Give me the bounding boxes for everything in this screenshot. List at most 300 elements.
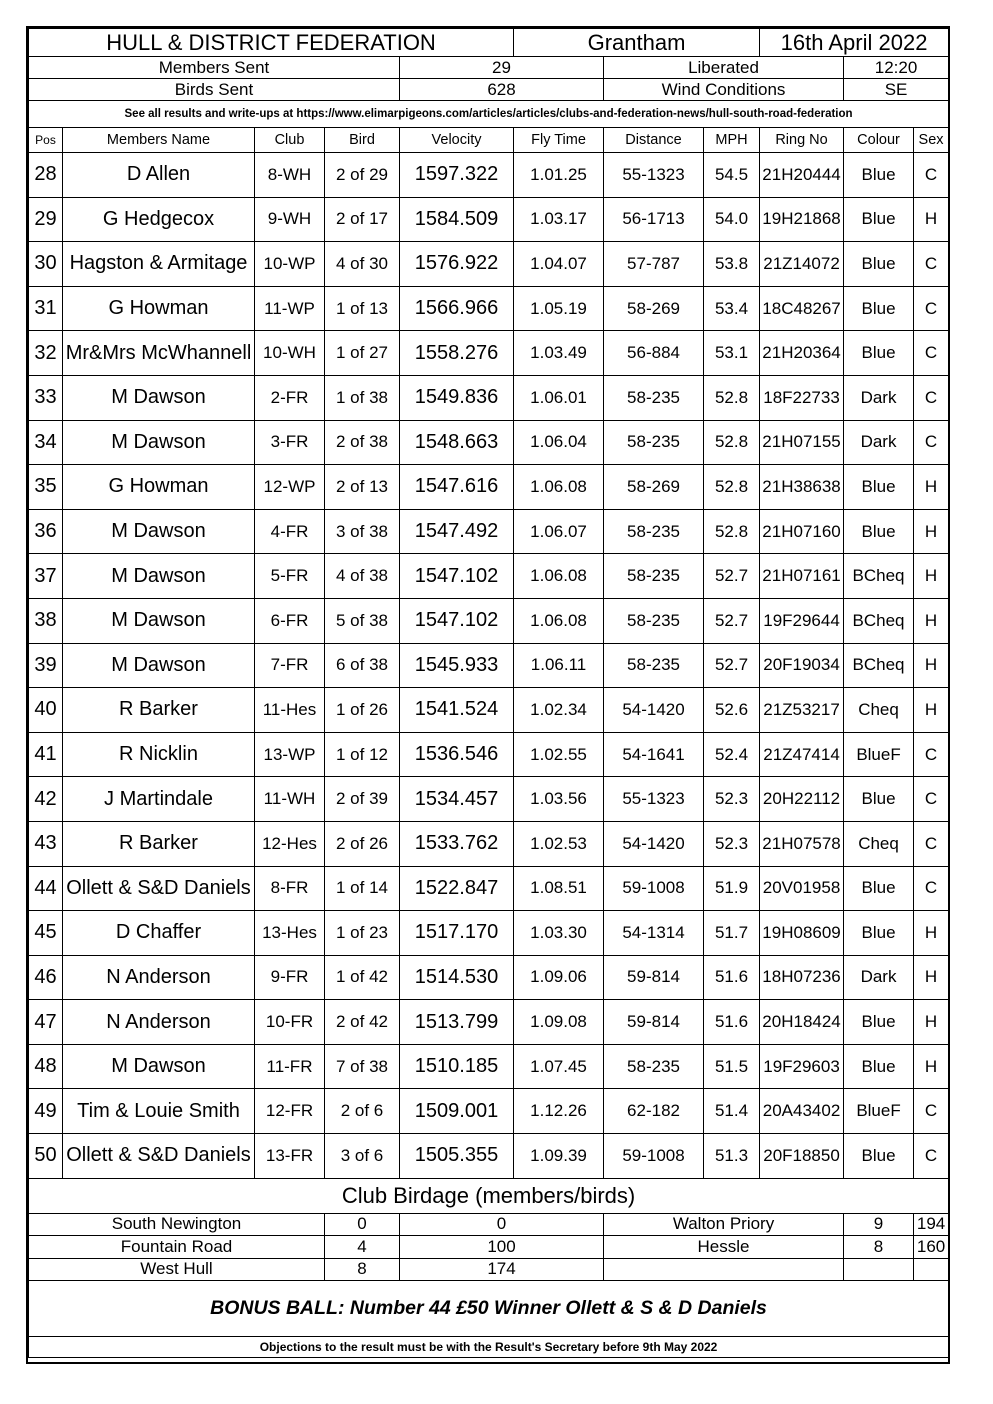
result-mph: 52.7 <box>704 554 760 599</box>
result-ring: 18F22733 <box>760 375 844 420</box>
result-ring: 21Z47414 <box>760 732 844 777</box>
result-pos: 34 <box>29 420 63 465</box>
result-name: M Dawson <box>63 643 255 688</box>
result-name: D Allen <box>63 153 255 198</box>
table-row <box>29 866 949 911</box>
result-colour: Blue <box>844 153 914 198</box>
result-club: 6-FR <box>255 598 325 643</box>
result-name: M Dawson <box>63 554 255 599</box>
result-pos: 43 <box>29 821 63 866</box>
birdage-birds: 194 <box>914 1213 949 1236</box>
result-club: 11-FR <box>255 1044 325 1089</box>
result-ring: 21Z53217 <box>760 688 844 733</box>
birdage-members: 4 <box>325 1236 400 1259</box>
footer-row <box>29 1337 949 1358</box>
result-bird: 1 of 42 <box>325 955 400 1000</box>
result-fly-time: 1.09.08 <box>514 1000 604 1045</box>
result-mph: 51.6 <box>704 1000 760 1045</box>
result-pos: 31 <box>29 286 63 331</box>
result-club: 9-WH <box>255 197 325 242</box>
result-mph: 51.3 <box>704 1134 760 1179</box>
result-ring: 21H07160 <box>760 509 844 554</box>
result-distance: 62-182 <box>604 1089 704 1134</box>
results-link-row <box>29 101 949 128</box>
result-pos: 41 <box>29 732 63 777</box>
result-mph: 53.8 <box>704 242 760 287</box>
table-row <box>29 197 949 242</box>
result-club: 7-FR <box>255 643 325 688</box>
header-row <box>29 29 949 57</box>
result-distance: 59-1008 <box>604 1134 704 1179</box>
result-name: R Barker <box>63 688 255 733</box>
result-fly-time: 1.06.08 <box>514 465 604 510</box>
birds-sent-value: 628 <box>400 79 604 101</box>
result-pos: 35 <box>29 465 63 510</box>
result-bird: 1 of 26 <box>325 688 400 733</box>
result-fly-time: 1.03.56 <box>514 777 604 822</box>
results-link[interactable]: See all results and write-ups at https://www.elimarpigeons.com/articles/articles/clubs-and-federation-news/hull-south-road-federation <box>29 101 949 128</box>
result-colour: BlueF <box>844 1089 914 1134</box>
result-colour: Blue <box>844 286 914 331</box>
objections-note: Objections to the result must be with the Result's Secretary before 9th May 2022 <box>29 1337 949 1358</box>
members-sent-value: 29 <box>400 57 604 79</box>
result-bird: 4 of 38 <box>325 554 400 599</box>
result-mph: 51.4 <box>704 1089 760 1134</box>
result-mph: 52.8 <box>704 509 760 554</box>
result-sex: H <box>914 197 949 242</box>
result-velocity: 1513.799 <box>400 1000 514 1045</box>
result-velocity: 1536.546 <box>400 732 514 777</box>
result-bird: 3 of 38 <box>325 509 400 554</box>
result-ring: 19H08609 <box>760 911 844 956</box>
birdage-club: Walton Priory <box>604 1213 844 1236</box>
result-velocity: 1533.762 <box>400 821 514 866</box>
result-sex: H <box>914 509 949 554</box>
table-row <box>29 643 949 688</box>
result-colour: Blue <box>844 331 914 376</box>
result-sex: C <box>914 732 949 777</box>
table-row <box>29 598 949 643</box>
result-colour: Blue <box>844 866 914 911</box>
result-name: M Dawson <box>63 375 255 420</box>
result-name: Ollett & S&D Daniels <box>63 1134 255 1179</box>
result-name: G Howman <box>63 286 255 331</box>
result-fly-time: 1.06.08 <box>514 554 604 599</box>
result-fly-time: 1.06.01 <box>514 375 604 420</box>
result-distance: 59-814 <box>604 1000 704 1045</box>
result-name: D Chaffer <box>63 911 255 956</box>
result-name: R Nicklin <box>63 732 255 777</box>
result-club: 11-Hes <box>255 688 325 733</box>
result-name: N Anderson <box>63 1000 255 1045</box>
result-distance: 58-235 <box>604 509 704 554</box>
result-ring: 21H07155 <box>760 420 844 465</box>
birdage-birds: 160 <box>914 1236 949 1259</box>
result-colour: BCheq <box>844 643 914 688</box>
result-ring: 20V01958 <box>760 866 844 911</box>
result-club: 5-FR <box>255 554 325 599</box>
result-mph: 53.1 <box>704 331 760 376</box>
result-velocity: 1584.509 <box>400 197 514 242</box>
result-ring: 21H20364 <box>760 331 844 376</box>
result-velocity: 1505.355 <box>400 1134 514 1179</box>
result-colour: Blue <box>844 1134 914 1179</box>
result-bird: 2 of 39 <box>325 777 400 822</box>
table-row <box>29 1044 949 1089</box>
birdage-club <box>604 1258 844 1281</box>
col-fly-time: Fly Time <box>514 128 604 153</box>
liberated-label: Liberated <box>604 57 844 79</box>
result-colour: Cheq <box>844 821 914 866</box>
birdage-body <box>29 1213 949 1281</box>
col-velocity: Velocity <box>400 128 514 153</box>
result-fly-time: 1.12.26 <box>514 1089 604 1134</box>
result-sex: C <box>914 866 949 911</box>
result-ring: 20F19034 <box>760 643 844 688</box>
result-colour: Blue <box>844 197 914 242</box>
table-row <box>29 375 949 420</box>
result-club: 11-WP <box>255 286 325 331</box>
result-colour: Blue <box>844 1044 914 1089</box>
result-velocity: 1597.322 <box>400 153 514 198</box>
result-name: Tim & Louie Smith <box>63 1089 255 1134</box>
result-bird: 2 of 42 <box>325 1000 400 1045</box>
result-distance: 59-1008 <box>604 866 704 911</box>
result-ring: 19F29603 <box>760 1044 844 1089</box>
result-club: 12-WP <box>255 465 325 510</box>
result-club: 13-Hes <box>255 911 325 956</box>
result-ring: 21Z14072 <box>760 242 844 287</box>
result-colour: Dark <box>844 955 914 1000</box>
birdage-members: 0 <box>325 1213 400 1236</box>
result-ring: 21H07578 <box>760 821 844 866</box>
result-bird: 2 of 29 <box>325 153 400 198</box>
result-velocity: 1549.836 <box>400 375 514 420</box>
result-ring: 20F18850 <box>760 1134 844 1179</box>
result-club: 13-FR <box>255 1134 325 1179</box>
result-bird: 4 of 30 <box>325 242 400 287</box>
birdage-title-row <box>29 1178 949 1213</box>
result-mph: 54.5 <box>704 153 760 198</box>
result-club: 10-FR <box>255 1000 325 1045</box>
result-club: 13-WP <box>255 732 325 777</box>
result-pos: 50 <box>29 1134 63 1179</box>
result-sex: C <box>914 331 949 376</box>
result-pos: 45 <box>29 911 63 956</box>
table-row <box>29 732 949 777</box>
table-row <box>29 1000 949 1045</box>
result-sex: C <box>914 777 949 822</box>
birdage-club: Fountain Road <box>29 1236 325 1259</box>
table-row <box>29 911 949 956</box>
result-distance: 58-235 <box>604 554 704 599</box>
result-pos: 38 <box>29 598 63 643</box>
result-mph: 52.8 <box>704 465 760 510</box>
result-fly-time: 1.06.07 <box>514 509 604 554</box>
result-colour: Blue <box>844 465 914 510</box>
birdage-title: Club Birdage (members/birds) <box>29 1178 949 1213</box>
result-pos: 39 <box>29 643 63 688</box>
wind-label: Wind Conditions <box>604 79 844 101</box>
result-club: 4-FR <box>255 509 325 554</box>
birdage-row <box>29 1213 949 1236</box>
members-sent-label: Members Sent <box>29 57 400 79</box>
result-club: 2-FR <box>255 375 325 420</box>
result-pos: 49 <box>29 1089 63 1134</box>
table-row <box>29 242 949 287</box>
result-name: J Martindale <box>63 777 255 822</box>
result-bird: 2 of 6 <box>325 1089 400 1134</box>
result-ring: 20A43402 <box>760 1089 844 1134</box>
result-pos: 42 <box>29 777 63 822</box>
result-name: G Hedgecox <box>63 197 255 242</box>
result-mph: 52.3 <box>704 777 760 822</box>
table-row <box>29 554 949 599</box>
result-velocity: 1547.492 <box>400 509 514 554</box>
result-bird: 5 of 38 <box>325 598 400 643</box>
col-club: Club <box>255 128 325 153</box>
result-velocity: 1541.524 <box>400 688 514 733</box>
result-distance: 58-269 <box>604 465 704 510</box>
col-colour: Colour <box>844 128 914 153</box>
result-velocity: 1517.170 <box>400 911 514 956</box>
result-bird: 1 of 14 <box>325 866 400 911</box>
result-bird: 1 of 13 <box>325 286 400 331</box>
birds-row <box>29 79 949 101</box>
result-bird: 1 of 12 <box>325 732 400 777</box>
result-club: 8-WH <box>255 153 325 198</box>
result-pos: 40 <box>29 688 63 733</box>
table-row <box>29 1134 949 1179</box>
result-ring: 21H07161 <box>760 554 844 599</box>
result-pos: 36 <box>29 509 63 554</box>
result-ring: 19H21868 <box>760 197 844 242</box>
col-pos: Pos <box>29 128 63 153</box>
table-row <box>29 509 949 554</box>
birdage-birds: 100 <box>400 1236 604 1259</box>
table-row <box>29 777 949 822</box>
result-velocity: 1576.922 <box>400 242 514 287</box>
result-ring: 18H07236 <box>760 955 844 1000</box>
result-fly-time: 1.09.06 <box>514 955 604 1000</box>
result-pos: 48 <box>29 1044 63 1089</box>
result-club: 12-FR <box>255 1089 325 1134</box>
result-bird: 2 of 38 <box>325 420 400 465</box>
result-colour: Blue <box>844 911 914 956</box>
result-fly-time: 1.01.25 <box>514 153 604 198</box>
birdage-row <box>29 1236 949 1259</box>
result-sex: C <box>914 242 949 287</box>
col-ring: Ring No <box>760 128 844 153</box>
result-velocity: 1509.001 <box>400 1089 514 1134</box>
result-mph: 52.8 <box>704 420 760 465</box>
result-velocity: 1514.530 <box>400 955 514 1000</box>
result-fly-time: 1.03.49 <box>514 331 604 376</box>
birdage-birds: 0 <box>400 1213 604 1236</box>
result-bird: 1 of 38 <box>325 375 400 420</box>
result-colour: BlueF <box>844 732 914 777</box>
result-mph: 51.6 <box>704 955 760 1000</box>
result-fly-time: 1.05.19 <box>514 286 604 331</box>
result-club: 10-WH <box>255 331 325 376</box>
result-colour: Blue <box>844 1000 914 1045</box>
result-velocity: 1522.847 <box>400 866 514 911</box>
federation-name: HULL & DISTRICT FEDERATION <box>29 29 514 57</box>
birdage-birds: 174 <box>400 1258 604 1281</box>
results-table <box>28 28 949 1358</box>
result-name: Mr&Mrs McWhannell <box>63 331 255 376</box>
result-velocity: 1558.276 <box>400 331 514 376</box>
result-velocity: 1547.616 <box>400 465 514 510</box>
result-club: 9-FR <box>255 955 325 1000</box>
birdage-club: South Newington <box>29 1213 325 1236</box>
result-name: M Dawson <box>63 1044 255 1089</box>
result-club: 3-FR <box>255 420 325 465</box>
result-sex: H <box>914 688 949 733</box>
birdage-members: 9 <box>844 1213 914 1236</box>
result-mph: 52.4 <box>704 732 760 777</box>
result-sex: H <box>914 955 949 1000</box>
result-fly-time: 1.02.55 <box>514 732 604 777</box>
result-distance: 58-235 <box>604 375 704 420</box>
result-fly-time: 1.03.30 <box>514 911 604 956</box>
result-distance: 58-235 <box>604 420 704 465</box>
result-club: 10-WP <box>255 242 325 287</box>
birdage-members: 8 <box>844 1236 914 1259</box>
result-bird: 3 of 6 <box>325 1134 400 1179</box>
result-colour: Blue <box>844 777 914 822</box>
race-point: Grantham <box>514 29 760 57</box>
result-pos: 29 <box>29 197 63 242</box>
members-row <box>29 57 949 79</box>
result-mph: 54.0 <box>704 197 760 242</box>
result-sex: H <box>914 598 949 643</box>
birdage-row <box>29 1258 949 1281</box>
race-date: 16th April 2022 <box>760 29 949 57</box>
result-distance: 56-884 <box>604 331 704 376</box>
result-fly-time: 1.06.11 <box>514 643 604 688</box>
table-row <box>29 465 949 510</box>
result-fly-time: 1.03.17 <box>514 197 604 242</box>
result-distance: 55-1323 <box>604 153 704 198</box>
result-sex: C <box>914 1134 949 1179</box>
result-mph: 52.7 <box>704 643 760 688</box>
result-colour: Blue <box>844 509 914 554</box>
result-distance: 56-1713 <box>604 197 704 242</box>
result-ring: 20H18424 <box>760 1000 844 1045</box>
table-row <box>29 286 949 331</box>
result-sex: C <box>914 821 949 866</box>
result-distance: 54-1420 <box>604 688 704 733</box>
column-header-row <box>29 128 949 153</box>
results-body <box>29 153 949 1179</box>
result-colour: Dark <box>844 375 914 420</box>
result-velocity: 1547.102 <box>400 598 514 643</box>
table-row <box>29 153 949 198</box>
result-fly-time: 1.06.04 <box>514 420 604 465</box>
result-bird: 2 of 13 <box>325 465 400 510</box>
bonus-row <box>29 1281 949 1337</box>
result-mph: 51.9 <box>704 866 760 911</box>
result-pos: 28 <box>29 153 63 198</box>
result-fly-time: 1.04.07 <box>514 242 604 287</box>
result-sex: H <box>914 1000 949 1045</box>
result-sex: H <box>914 465 949 510</box>
result-pos: 30 <box>29 242 63 287</box>
result-sex: H <box>914 554 949 599</box>
result-fly-time: 1.09.39 <box>514 1134 604 1179</box>
result-mph: 52.8 <box>704 375 760 420</box>
result-club: 11-WH <box>255 777 325 822</box>
result-name: N Anderson <box>63 955 255 1000</box>
table-row <box>29 420 949 465</box>
result-name: M Dawson <box>63 420 255 465</box>
result-pos: 46 <box>29 955 63 1000</box>
result-ring: 20H22112 <box>760 777 844 822</box>
col-sex: Sex <box>914 128 949 153</box>
result-pos: 33 <box>29 375 63 420</box>
wind-value: SE <box>844 79 949 101</box>
result-distance: 57-787 <box>604 242 704 287</box>
col-bird: Bird <box>325 128 400 153</box>
result-fly-time: 1.07.45 <box>514 1044 604 1089</box>
result-distance: 54-1314 <box>604 911 704 956</box>
result-pos: 32 <box>29 331 63 376</box>
result-sex: C <box>914 153 949 198</box>
result-fly-time: 1.06.08 <box>514 598 604 643</box>
result-sex: C <box>914 375 949 420</box>
result-ring: 18C48267 <box>760 286 844 331</box>
result-distance: 55-1323 <box>604 777 704 822</box>
result-colour: Cheq <box>844 688 914 733</box>
liberated-time: 12:20 <box>844 57 949 79</box>
result-name: M Dawson <box>63 509 255 554</box>
result-velocity: 1547.102 <box>400 554 514 599</box>
result-mph: 51.5 <box>704 1044 760 1089</box>
result-name: Ollett & S&D Daniels <box>63 866 255 911</box>
birdage-members <box>844 1258 914 1281</box>
table-row <box>29 331 949 376</box>
result-sex: C <box>914 286 949 331</box>
result-bird: 2 of 17 <box>325 197 400 242</box>
result-bird: 7 of 38 <box>325 1044 400 1089</box>
result-colour: BCheq <box>844 554 914 599</box>
result-colour: BCheq <box>844 598 914 643</box>
result-name: M Dawson <box>63 598 255 643</box>
table-row <box>29 955 949 1000</box>
bonus-ball: BONUS BALL: Number 44 £50 Winner Ollett & S & D Daniels <box>29 1281 949 1337</box>
result-velocity: 1534.457 <box>400 777 514 822</box>
result-sex: H <box>914 643 949 688</box>
result-ring: 19F29644 <box>760 598 844 643</box>
result-name: Hagston & Armitage <box>63 242 255 287</box>
birdage-members: 8 <box>325 1258 400 1281</box>
result-sex: H <box>914 1044 949 1089</box>
result-ring: 21H20444 <box>760 153 844 198</box>
table-row <box>29 688 949 733</box>
result-mph: 52.6 <box>704 688 760 733</box>
result-club: 8-FR <box>255 866 325 911</box>
result-club: 12-Hes <box>255 821 325 866</box>
result-bird: 1 of 27 <box>325 331 400 376</box>
col-distance: Distance <box>604 128 704 153</box>
result-fly-time: 1.02.53 <box>514 821 604 866</box>
table-row <box>29 1089 949 1134</box>
birdage-club: Hessle <box>604 1236 844 1259</box>
col-mph: MPH <box>704 128 760 153</box>
result-ring: 21H38638 <box>760 465 844 510</box>
result-mph: 51.7 <box>704 911 760 956</box>
